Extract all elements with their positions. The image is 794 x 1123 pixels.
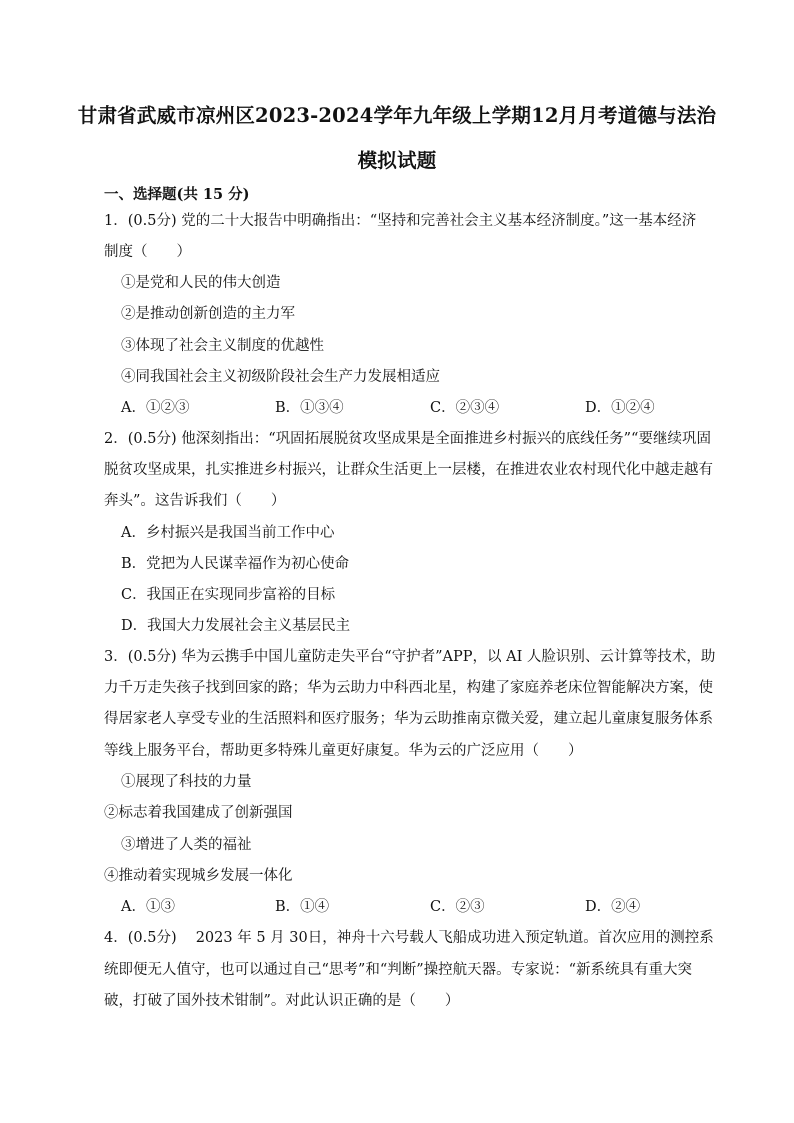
q2-stem-line3: 奔头”。这告诉我们（ ） <box>104 493 286 509</box>
q3-stem-line3: 得居家老人享受专业的生活照料和医疗服务；华为云助推南京微关爱，建立起儿童康复服务体系 <box>104 711 713 727</box>
q3-item-4: ④推动着实现城乡发展一体化 <box>104 868 293 884</box>
q1-choice-a: A．①②③ <box>121 400 190 416</box>
q1-stem-line1: 1．(0.5分) 党的二十大报告中明确指出：“坚持和完善社会主义基本经济制度。”这一基本经济 <box>104 213 697 229</box>
q1-item-1: ①是党和人民的伟大创造 <box>121 275 281 291</box>
q3-stem-line4: 等线上服务平台，帮助更多特殊儿童更好康复。华为云的广泛应用（ ） <box>104 743 583 759</box>
q1-item-3: ③体现了社会主义制度的优越性 <box>121 338 324 354</box>
q3-item-1: ①展现了科技的力量 <box>121 774 252 790</box>
q1-item-4: ④同我国社会主义初级阶段社会生产力发展相适应 <box>121 369 440 385</box>
q1-choice-b: B．①③④ <box>275 400 344 416</box>
q4-stem-line2: 统即便无人值守，也可以通过自己“思考”和“判断”操控航天器。专家说：“新系统具有重大突 <box>104 962 693 978</box>
q3-stem-line1: 3．(0.5分) 华为云携手中国儿童防走失平台“守护者”APP，以 AI 人脸识别、云计算等技术，助 <box>104 649 716 665</box>
q2-option-c: C．我国正在实现同步富裕的目标 <box>121 587 336 603</box>
q2-option-a: A．乡村振兴是我国当前工作中心 <box>121 525 335 541</box>
q3-choice-a: A．①③ <box>121 899 175 915</box>
q3-choice-b: B．①④ <box>275 899 330 915</box>
section-heading: 一、选择题(共 15 分) <box>104 186 250 203</box>
q4-stem-line1: 4．(0.5分) 2023 年 5 月 30日，神舟十六号载人飞船成功进入预定轨道。首次应用的测控系 <box>104 930 714 946</box>
q3-choice-c: C．②③ <box>430 899 485 915</box>
q3-item-2: ②标志着我国建成了创新强国 <box>104 805 293 821</box>
q1-item-2: ②是推动创新创造的主力军 <box>121 306 295 322</box>
q2-stem-line2: 脱贫攻坚成果，扎实推进乡村振兴，让群众生活更上一层楼，在推进农业农村现代化中越走越有 <box>104 462 713 478</box>
q2-option-b: B．党把为人民谋幸福作为初心使命 <box>121 556 350 572</box>
doc-title-line1: 甘肃省武威市凉州区2023-2024学年九年级上学期12月月考道德与法治 <box>77 104 717 127</box>
q2-stem-line1: 2．(0.5分) 他深刻指出：“巩固拓展脱贫攻坚成果是全面推进乡村振兴的底线任务”“要继续巩固 <box>104 431 711 447</box>
q1-choice-d: D．①②④ <box>585 400 655 416</box>
doc-title-line2: 模拟试题 <box>357 149 437 172</box>
q3-stem-line2: 力千万走失孩子找到回家的路；华为云助力中科西北星，构建了家庭养老床位智能解决方案，使 <box>104 680 713 696</box>
q1-choice-c: C．②③④ <box>430 400 500 416</box>
q3-choice-d: D．②④ <box>585 899 641 915</box>
q1-stem-line2: 制度（ ） <box>104 244 191 260</box>
q3-item-3: ③增进了人类的福祉 <box>121 837 252 853</box>
q4-stem-line3: 破，打破了国外技术钳制”。对此认识正确的是（ ） <box>104 993 460 1009</box>
q2-option-d: D．我国大力发展社会主义基层民主 <box>121 618 351 634</box>
